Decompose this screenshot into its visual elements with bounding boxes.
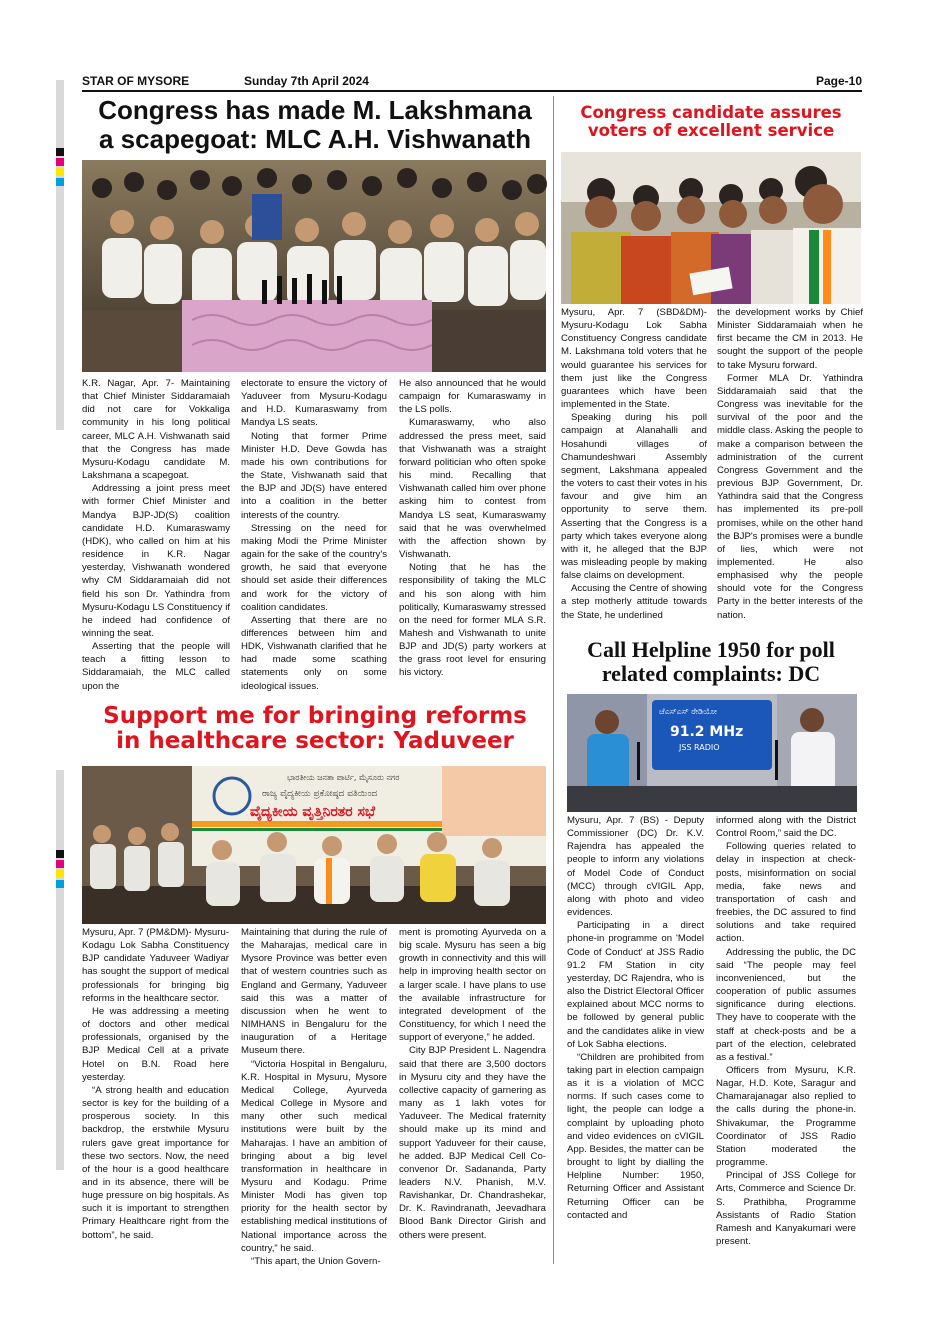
story1-photo-press-meet <box>82 160 546 372</box>
story4-col1-para-2: Participating in a direct phone-in programme on 'Model Code of Conduct' at JSS Radio 91.2 FM Station in city yesterday, DC Rajendra, who is also the District Electoral Officer explained about MCC norms to be followed by general public and the candidates alike in view of Lok Sabha elections. <box>567 920 704 1050</box>
story3-col1-para-1: Mysuru, Apr. 7 (PM&DM)- Mysuru-Kodagu Lok Sabha Constituency BJP candidate Yaduveer Wadiyar has sought the support of medical professionals for bringing big reforms in the healthcare sector. <box>82 927 229 1004</box>
story4-column-2 <box>716 814 856 1254</box>
story4-col2-para-3: Addressing the public, the DC said “The people may feel inconvenienced, but the cooperation of public assumes significance during elections. They have to cooperate with the staff at check-posts and be a part of the election, celebrated as a festival.” <box>716 946 856 1063</box>
story4-col2-para-4: Officers from Mysuru, K.R. Nagar, H.D. Kote, Saragur and Chamarajanagar also replied to the calls during the phone-in. Shivakumar, the Programme Coordinator of JSS Radio Station moderated the programme. <box>716 1064 856 1169</box>
story2-col2-para-2: Former MLA Dr. Yathindra Siddaramaiah said that the Congress was inevitable for the survival of the poor and the middle class. Asking the people to make a comparison between the administration of the current Congress Government and the previous BJP Government, Dr. Yathindra said that the Congress has implemented its pre-poll promises, while on the other hand the BJP's promises were a bundle of lies, which were not implemented. He also emphasised why the people should vote for the Congress Party in the better interests of the nation. <box>717 372 863 621</box>
story1-col1-para-2: Addressing a joint press meet with former Chief Minister and Mandya BJP-JD(S) coalition candidate H.D. Kumaraswamy (HDK), who called on him at his residence in K.R. Nagar yesterday, Vishwanath wondered why CM Siddaramaiah did not field his son Dr. Yathindra from Mysuru-Kodagu LS Constituency if he indeed had confidence of winning the seat. <box>82 483 230 639</box>
story2-column-2 <box>717 306 863 628</box>
print-margin-bar-top <box>56 80 64 430</box>
story2-col1-para-1: Mysuru, Apr. 7 (SBD&DM)- Mysuru-Kodagu Lok Sabha Constituency Congress candidate M. Lakshmana told voters that he would guarantee his services for them just like the Congress guarantees which have been implemented in the State. <box>561 307 707 411</box>
print-margin-bar-bottom <box>56 770 64 1170</box>
story1-col3-para-1: He also announced that he would campaign for Kumaraswamy in the LS polls. <box>399 378 546 416</box>
banner-text-line1: ಭಾರತೀಯ ಜನತಾ ಪಾರ್ಟಿ, ಮೈಸೂರು ನಗರ <box>287 773 400 782</box>
story2-headline-line2: voters of excellent service <box>587 121 835 141</box>
story1-col2-para-4: Asserting that there are no differences between him and HDK, Vishwanath clarified that he had made some scathing statements only on some ideological issues. <box>241 614 387 692</box>
story1-col3-para-3: Noting that he has the responsibility of taking the MLC and his son along with him politically, Kumaraswamy stressed on the need for former MLA S.R. Mahesh and Vishwanath to unite BJP and JD(S) party workers at the grass root level for ensuring his victory. <box>399 562 546 679</box>
story4-col2-para-5: Principal of JSS College for Arts, Commerce and Science Dr. S. Prathibha, Programme Assistants of Radio Station Ramesh and Kanyakumari were present. <box>716 1170 856 1247</box>
story3-headline-line2: in healthcare sector: Yaduveer <box>116 728 514 755</box>
masthead-rule <box>82 90 862 92</box>
story4-headline-line1: Call Helpline 1950 for poll <box>587 637 835 662</box>
story3-col2-para-2: “Victoria Hospital in Bengaluru, K.R. Hospital in Mysuru, Mysore Medical College, Ayurveda Medical College in Mysore and many other such medical institutions were built by the Maharajas. I have an ambition of bringing about a big level transformation in healthcare in Mysuru and Kodagu. Prime Minister Modi has given top priority for the health sector by establishing medical institutions of National importance across the country,” he said. <box>241 1058 387 1254</box>
story1-col2-para-1: electorate to ensure the victory of Yaduveer from Mysuru-Kodagu and H.D. Kumaraswamy from Mandya LS seats. <box>241 378 387 429</box>
story3-col3-para-2: City BJP President L. Nagendra said that there are 3,500 doctors in Mysuru city and they have the collective capacity of garnering as many as 1 lakh votes for Yaduveer. The Medical fraternity should make up its mind and support Yaduveer for their cause, he added. BJP Medical Cell Co-convenor Dr. Sadananda, Party leaders N.V. Phanish, M.V. Ravishankar, Dr. Chandrashekar, Dr. K. Ravindranath, Jeevadhara Blood Bank Director Girish and others were present. <box>399 1045 546 1241</box>
registration-mark-yellow <box>56 168 64 176</box>
registration-mark-black <box>56 148 64 156</box>
story1-col3-para-2: Kumaraswamy, who also addressed the press meet, said that Vishwanath was a straight forward politician who often spoke his mind. Recalling that Vishwanath called him over phone asking him to contest from Mandya LS seat, Kumaraswamy said that he was overwhelmed with the affection shown by Vishwanath. <box>399 417 546 561</box>
story1-column-2 <box>241 377 387 700</box>
story2-col1-para-2: Speaking during his poll campaign at Alanahalli and Hosahundi villages of Chamundeshwari Assembly segment, Lakshmana appealed the voters to cast their votes in his favour and give him an opportunity to serve them. Asserting that the Congress is a party which takes everyone along with it, he alleged that the BJP was misleading people by making false claims on development. <box>561 412 707 582</box>
masthead <box>82 74 862 90</box>
story3-col1-para-3: “A strong health and education sector is key for the building of a prosperous society. In this backdrop, the erstwhile Mysuru rulers gave great importance for these two sectors. Now, the need of the hour is a good healthcare and in its absence, there will be huge pressure on big hospitals. As such it is important to strengthen Primary Healthcare right from the bottom”, he said. <box>82 1084 229 1241</box>
registration-mark-black-2 <box>56 850 64 858</box>
story2-photo-campaign <box>561 152 861 304</box>
story3-col3-para-1: ment is promoting Ayurveda on a big scale. Mysuru has seen a big growth in connectivity and this will help in improving health sector on a larger scale. I have plans to use the available infrastructure for integrated development of the Constituency, for which I need the support of everyone,” he added. <box>399 927 546 1044</box>
story4-headline <box>558 638 864 686</box>
story3-column-2 <box>241 926 387 1267</box>
story4-column-1 <box>567 814 704 1254</box>
story1-column-1 <box>82 377 230 700</box>
page-number: Page-10 <box>815 74 862 88</box>
story3-col1-para-2: He was addressing a meeting of doctors and other medical professionals, organised by the BJP Medical Cell at a private Hotel on B.N. Road here yesterday. <box>82 1005 229 1083</box>
story3-photo-medical-meeting <box>82 766 546 924</box>
registration-mark-yellow-2 <box>56 870 64 878</box>
story2-column-1 <box>561 306 707 628</box>
story2-col1-para-3: Accusing the Centre of showing a step motherly attitude towards the State, he underlined <box>561 583 707 621</box>
paper-name: STAR OF MYSORE <box>82 74 190 88</box>
story2-headline-line1: Congress candidate assures <box>580 103 842 122</box>
story3-col2-para-1: Maintaining that during the rule of the Maharajas, medical care in Mysore Province was better even that of western countries such as England and Germany, Yaduveer said this was a matter of discussion when he went to NIMHANS in Bengaluru for the inauguration of a Heritage Museum there. <box>241 927 387 1057</box>
issue-date: Sunday 7th April 2024 <box>244 74 369 88</box>
registration-mark-magenta <box>56 158 64 166</box>
story4-photo-radio-station <box>567 694 857 812</box>
story4-headline-line2: related complaints: DC <box>601 661 821 687</box>
radio-sign-frequency: 91.2 MHz <box>670 724 744 740</box>
story4-col2-para-1: informed along with the District Control Room,” said the DC. <box>716 815 856 840</box>
story3-col2-para-3: “This apart, the Union Govern- <box>251 1255 381 1267</box>
story1-col2-para-3: Stressing on the need for making Modi the Prime Minister again for the sake of the country's growth, he said that everyone should set aside their differences and work for the victory of coalition candidates. <box>241 522 387 613</box>
story1-headline <box>80 96 550 153</box>
registration-mark-magenta-2 <box>56 860 64 868</box>
story3-headline-line1: Support me for bringing reforms <box>103 703 527 729</box>
banner-text-line2: ರಾಜ್ಯ ವೈದ್ಯಕೀಯ ಪ್ರಕೋಷ್ಠದ ವತಿಯಿಂದ <box>262 789 378 799</box>
registration-mark-cyan-2 <box>56 880 64 888</box>
story3-column-1 <box>82 926 229 1261</box>
story1-col1-para-1: K.R. Nagar, Apr. 7- Maintaining that Chief Minister Siddaramaiah did not care for Vokkaliga community in his long political career, MLC A.H. Vishwanath said that the Congress has made Mysuru-Kodagu candidate M. Lakshmana a scapegoat. <box>82 378 230 482</box>
story1-col1-para-3: Asserting that the people will teach a fitting lesson to Siddaramaiah, the MLC called upon the <box>82 641 230 692</box>
column-divider <box>553 96 554 1264</box>
story1-col2-para-2: Noting that former Prime Minister H.D. Deve Gowda has made his own contributions for the State, Vishwanath said that the BJP and JD(S) have entered into a coalition in the better interests of the country. <box>241 430 387 521</box>
banner-text-line3: ವೈದ್ಯಕೀಯ ವೃತ್ತಿನಿರತರ ಸಭೆ <box>250 804 376 820</box>
registration-mark-cyan <box>56 178 64 186</box>
story1-headline-line1: Congress has made M. Lakshmana <box>98 95 532 125</box>
story3-column-3 <box>399 926 546 1261</box>
story1-headline-line2: a scapegoat: MLC A.H. Vishwanath <box>99 123 531 154</box>
story4-col2-para-2: Following queries related to delay in inspection at check-posts, misinformation on social media, fake news and transportation of cash and freebies, the DC assured to find solutions and take required action. <box>716 841 856 945</box>
radio-sign-name: JSS RADIO <box>679 743 720 752</box>
story4-col1-para-3: “Children are prohibited from taking part in election campaign as it is a violation of MCC norms. If such cases come to light, the people can lodge a complaint by uploading photo and video evidences on cVIGIL App. Besides, the matter can be brought to light by dialling the Helpline Number: 1950, Returning Officer and Assistant Returning Officer can be contacted and <box>567 1051 704 1221</box>
radio-sign-kannada: ಜೆಎಸ್‌ಎಸ್ ರೇಡಿಯೋ <box>659 707 717 716</box>
story1-column-3 <box>399 377 546 700</box>
story2-col2-para-1: the development works by Chief Minister Siddaramaiah when he first became the CM in 2013. He sought the support of the people to take Mysuru forward. <box>717 307 863 371</box>
story3-headline <box>80 704 550 755</box>
story4-col1-para-1: Mysuru, Apr. 7 (BS) - Deputy Commissioner (DC) Dr. K.V. Rajendra has appealed the people to inform any violations of Model Code of Conduct (MCC) through cVIGIL App, along with photo and video evidences. <box>567 815 704 919</box>
story2-headline <box>557 104 865 140</box>
